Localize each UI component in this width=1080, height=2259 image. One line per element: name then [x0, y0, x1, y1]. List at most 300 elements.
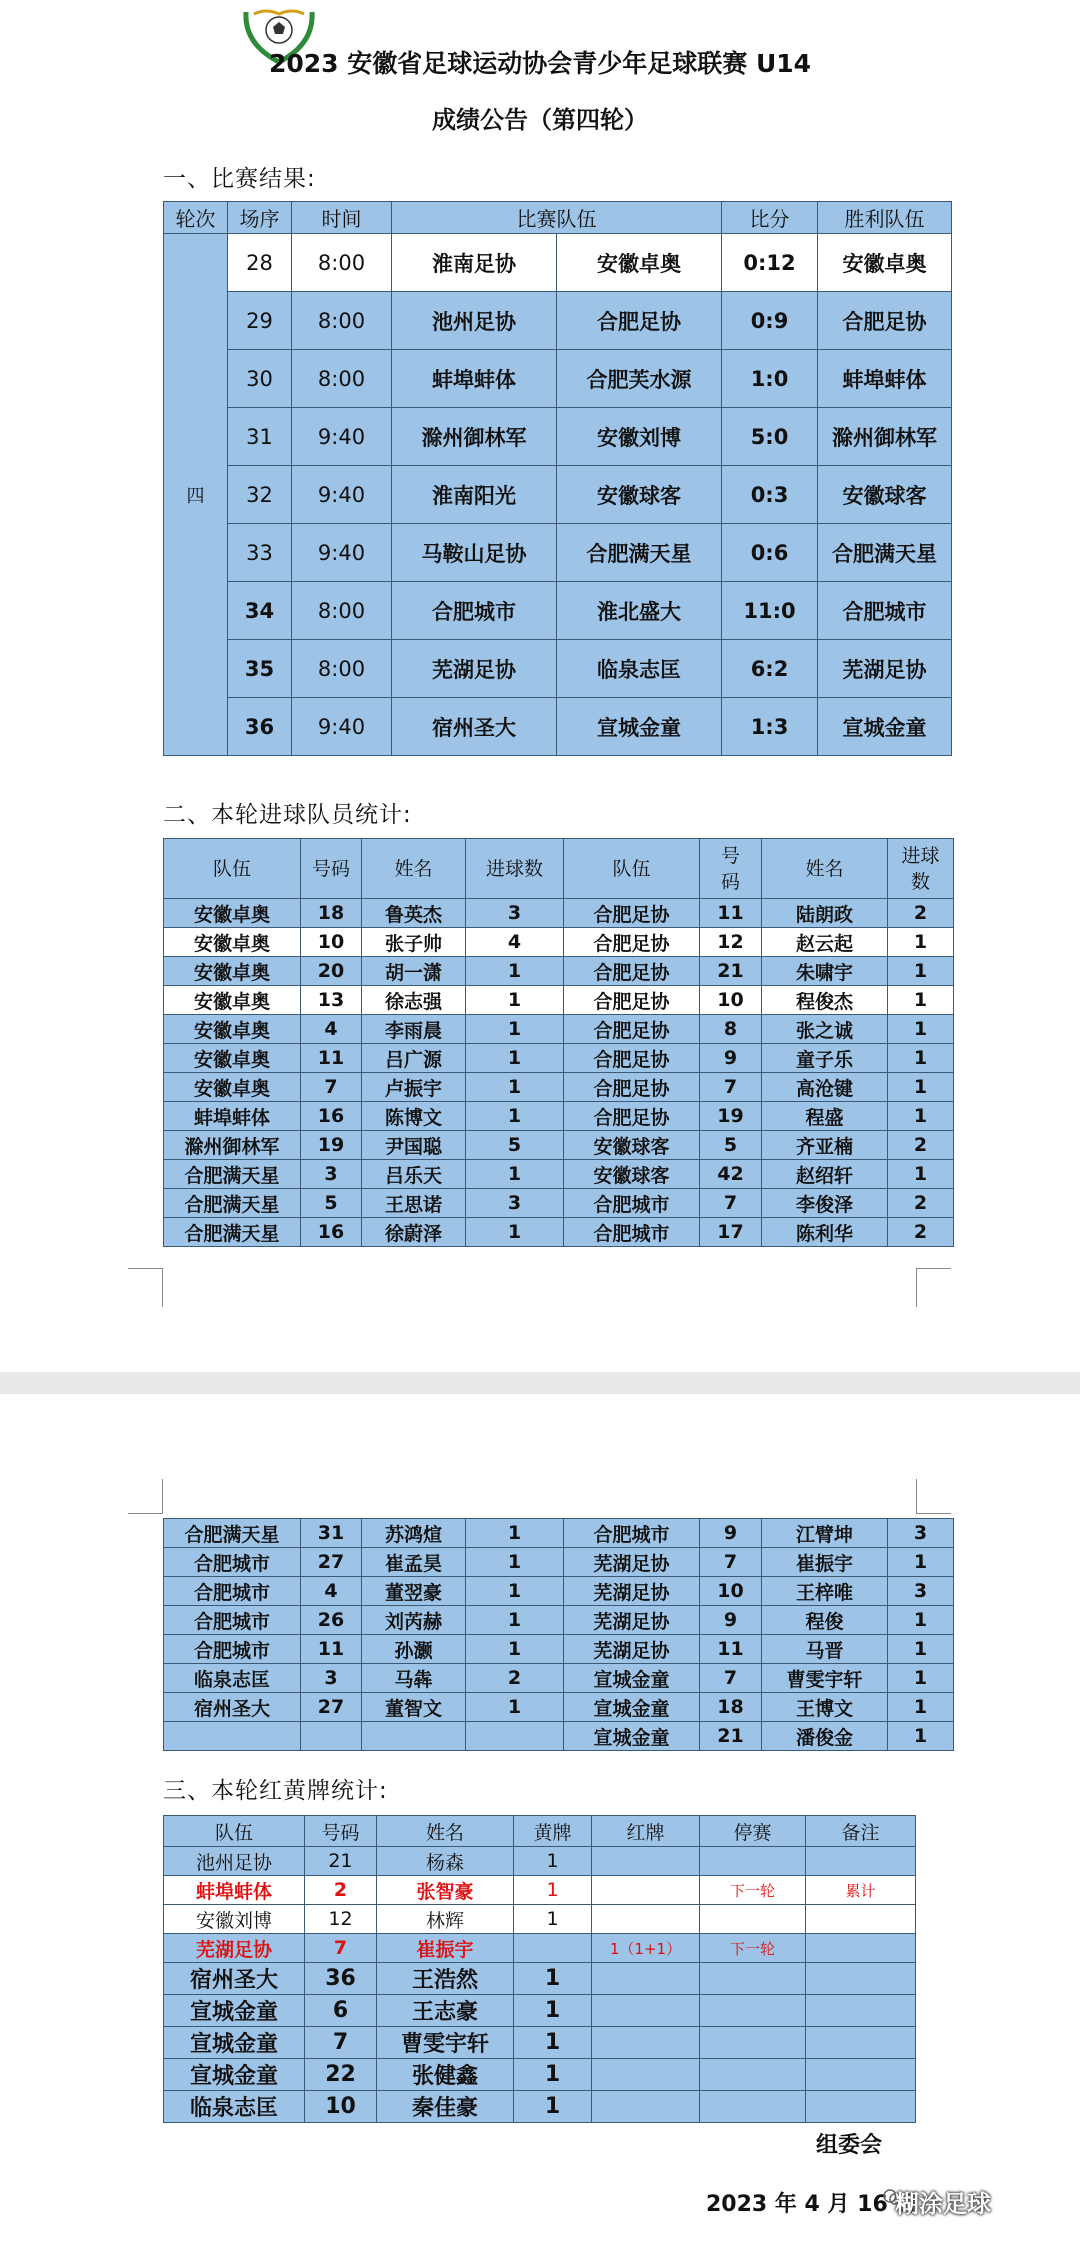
scorer-cell: 4 [466, 928, 564, 957]
card-name-cell: 杨森 [377, 1847, 514, 1876]
home-team: 滁州御林军 [392, 408, 557, 466]
scorer-cell: 宣城金童 [564, 1722, 700, 1751]
scorer-cell: 合肥城市 [564, 1189, 700, 1218]
card-ban-cell [700, 2027, 806, 2059]
scorer-cell: 合肥足协 [564, 1102, 700, 1131]
match-score: 11:0 [722, 582, 818, 640]
scorer-cell: 1 [466, 1519, 564, 1548]
header-cell: 队伍 [164, 839, 301, 899]
scorer-cell: 8 [700, 1015, 762, 1044]
scorer-cell: 27 [301, 1548, 362, 1577]
away-team: 合肥满天星 [557, 524, 722, 582]
watermark-text: 糊涂足球 [895, 2190, 991, 2218]
card-row [164, 1963, 916, 1995]
result-row [164, 524, 952, 582]
scorer-cell: 胡一潇 [362, 957, 466, 986]
page-corner-mark [916, 1268, 951, 1307]
scorers-header-row [164, 839, 954, 899]
scorer-cell: 11 [700, 899, 762, 928]
scorer-cell: 1 [888, 1635, 954, 1664]
scorer-cell: 合肥城市 [164, 1548, 301, 1577]
card-red-cell [592, 1905, 700, 1934]
scorer-row [164, 1218, 954, 1247]
match-number: 30 [228, 350, 292, 408]
scorer-row [164, 1044, 954, 1073]
scorer-cell: 27 [301, 1693, 362, 1722]
scorer-cell: 张之诚 [762, 1015, 888, 1044]
scorer-cell: 赵绍轩 [762, 1160, 888, 1189]
match-number: 29 [228, 292, 292, 350]
match-number: 33 [228, 524, 292, 582]
card-ban-cell [700, 2091, 806, 2123]
scorer-cell: 1 [466, 1635, 564, 1664]
scorer-cell: 1 [466, 986, 564, 1015]
scorer-row [164, 1015, 954, 1044]
page-corner-mark [128, 1268, 163, 1307]
match-score: 5:0 [722, 408, 818, 466]
header-cell: 号码 [301, 839, 362, 899]
card-ban-cell: 下一轮 [700, 1934, 806, 1963]
card-ban-cell: 下一轮 [700, 1876, 806, 1905]
match-time: 8:00 [292, 640, 392, 698]
home-team: 芜湖足协 [392, 640, 557, 698]
winner-team: 宣城金童 [818, 698, 952, 756]
scorer-cell: 9 [700, 1044, 762, 1073]
scorer-row [164, 928, 954, 957]
card-no-cell: 12 [305, 1905, 377, 1934]
winner-team: 合肥满天星 [818, 524, 952, 582]
card-yellow-cell: 1 [514, 1905, 592, 1934]
scorer-cell: 19 [700, 1102, 762, 1131]
card-row [164, 2059, 916, 2091]
card-red-cell [592, 2059, 700, 2091]
scorer-cell: 1 [466, 1693, 564, 1722]
result-row [164, 698, 952, 756]
header-cell: 进球数 [466, 839, 564, 899]
scorer-cell: 尹国聪 [362, 1131, 466, 1160]
card-yellow-cell: 1 [514, 1876, 592, 1905]
scorer-cell: 鲁英杰 [362, 899, 466, 928]
card-name-cell: 崔振宇 [377, 1934, 514, 1963]
home-team: 宿州圣大 [392, 698, 557, 756]
scorer-cell: 程盛 [762, 1102, 888, 1131]
scorer-row [164, 1606, 954, 1635]
scorer-cell: 9 [700, 1606, 762, 1635]
scorer-cell: 宿州圣大 [164, 1693, 301, 1722]
card-note-cell [806, 2027, 916, 2059]
result-row [164, 466, 952, 524]
scorer-cell: 徐志强 [362, 986, 466, 1015]
result-row [164, 408, 952, 466]
scorer-cell: 朱啸宇 [762, 957, 888, 986]
card-no-cell: 36 [305, 1963, 377, 1995]
scorer-cell: 合肥足协 [564, 1015, 700, 1044]
match-score: 0:12 [722, 234, 818, 292]
card-team-cell: 宣城金童 [164, 2027, 305, 2059]
result-row [164, 640, 952, 698]
scorer-cell: 程俊 [762, 1606, 888, 1635]
scorer-cell: 21 [700, 1722, 762, 1751]
scorer-cell: 2 [888, 1218, 954, 1247]
cards-header-row [164, 1816, 916, 1847]
card-team-cell: 宣城金童 [164, 1995, 305, 2027]
scorers-table-part-2 [163, 1518, 954, 1751]
match-number: 28 [228, 234, 292, 292]
card-no-cell: 7 [305, 1934, 377, 1963]
card-ban-cell [700, 1905, 806, 1934]
scorer-cell: 陆朗政 [762, 899, 888, 928]
match-time: 8:00 [292, 234, 392, 292]
scorer-cell: 安徽卓奥 [164, 1073, 301, 1102]
away-team: 安徽球客 [557, 466, 722, 524]
card-no-cell: 10 [305, 2091, 377, 2123]
result-row [164, 582, 952, 640]
away-team: 合肥足协 [557, 292, 722, 350]
card-yellow-cell: 1 [514, 1995, 592, 2027]
scorer-cell: 5 [700, 1131, 762, 1160]
scorer-cell: 2 [888, 1131, 954, 1160]
card-team-cell: 蚌埠蚌体 [164, 1876, 305, 1905]
scorer-cell: 潘俊金 [762, 1722, 888, 1751]
card-no-cell: 6 [305, 1995, 377, 2027]
card-row [164, 1847, 916, 1876]
section-heading-cards: 三、本轮红黄牌统计: [163, 1778, 388, 1804]
card-ban-cell [700, 1963, 806, 1995]
scorer-row [164, 1102, 954, 1131]
card-note-cell [806, 1847, 916, 1876]
away-team: 安徽刘博 [557, 408, 722, 466]
scorer-cell: 19 [301, 1131, 362, 1160]
scorer-cell: 芜湖足协 [564, 1606, 700, 1635]
scorer-cell: 7 [301, 1073, 362, 1102]
scorer-cell: 7 [700, 1548, 762, 1577]
scorer-cell: 1 [888, 1664, 954, 1693]
scorer-cell: 合肥满天星 [164, 1189, 301, 1218]
scorer-cell: 宣城金童 [564, 1693, 700, 1722]
scorer-cell: 10 [700, 986, 762, 1015]
card-name-cell: 林辉 [377, 1905, 514, 1934]
results-table [163, 201, 952, 756]
card-name-cell: 曹雯宇轩 [377, 2027, 514, 2059]
round-cell: 四 [164, 234, 228, 756]
scorer-cell: 江臂坤 [762, 1519, 888, 1548]
scorer-cell: 11 [700, 1635, 762, 1664]
scorer-cell: 崔孟昊 [362, 1548, 466, 1577]
scorer-cell: 18 [700, 1693, 762, 1722]
scorer-cell: 2 [466, 1664, 564, 1693]
scorer-cell: 合肥满天星 [164, 1218, 301, 1247]
scorer-row [164, 1722, 954, 1751]
scorer-cell: 安徽卓奥 [164, 899, 301, 928]
card-row [164, 2091, 916, 2123]
scorer-row [164, 1693, 954, 1722]
match-score: 0:6 [722, 524, 818, 582]
scorer-cell: 1 [466, 1160, 564, 1189]
scorer-cell: 3 [301, 1664, 362, 1693]
card-red-cell: 1（1+1） [592, 1934, 700, 1963]
scorer-cell: 齐亚楠 [762, 1131, 888, 1160]
scorer-cell: 31 [301, 1519, 362, 1548]
card-team-cell: 宿州圣大 [164, 1963, 305, 1995]
away-team: 淮北盛大 [557, 582, 722, 640]
card-row [164, 1905, 916, 1934]
scorer-cell: 4 [301, 1577, 362, 1606]
card-name-cell: 张健鑫 [377, 2059, 514, 2091]
header-cell: 备注 [806, 1816, 916, 1847]
card-note-cell: 累计 [806, 1876, 916, 1905]
scorer-cell: 21 [700, 957, 762, 986]
match-time: 9:40 [292, 466, 392, 524]
card-team-cell: 宣城金童 [164, 2059, 305, 2091]
winner-team: 合肥足协 [818, 292, 952, 350]
scorer-cell: 17 [700, 1218, 762, 1247]
header-cell: 号码 [305, 1816, 377, 1847]
home-team: 合肥城市 [392, 582, 557, 640]
match-number: 35 [228, 640, 292, 698]
scorer-cell: 崔振宇 [762, 1548, 888, 1577]
scorer-cell: 1 [466, 1577, 564, 1606]
header-cell: 姓名 [762, 839, 888, 899]
scorer-cell: 12 [700, 928, 762, 957]
scorer-cell: 合肥城市 [164, 1577, 301, 1606]
header-cell: 比赛队伍 [392, 202, 722, 234]
scorer-cell: 张子帅 [362, 928, 466, 957]
match-time: 9:40 [292, 408, 392, 466]
scorer-cell: 合肥足协 [564, 928, 700, 957]
scorer-cell: 马犇 [362, 1664, 466, 1693]
result-row [164, 234, 952, 292]
scorer-cell: 7 [700, 1189, 762, 1218]
card-no-cell: 2 [305, 1876, 377, 1905]
scorer-cell: 3 [301, 1160, 362, 1189]
scorer-cell: 吕乐天 [362, 1160, 466, 1189]
scorer-cell: 1 [888, 1693, 954, 1722]
scorer-cell: 合肥足协 [564, 899, 700, 928]
scorer-cell: 蚌埠蚌体 [164, 1102, 301, 1131]
card-row [164, 1934, 916, 1963]
scorer-cell: 1 [888, 1160, 954, 1189]
scorer-row [164, 899, 954, 928]
match-score: 0:3 [722, 466, 818, 524]
scorer-cell: 1 [888, 1606, 954, 1635]
card-team-cell: 临泉志匡 [164, 2091, 305, 2123]
card-red-cell [592, 1847, 700, 1876]
scorer-row [164, 1548, 954, 1577]
card-name-cell: 张智豪 [377, 1876, 514, 1905]
scorer-row [164, 957, 954, 986]
results-header-row [164, 202, 952, 234]
scorer-cell: 童子乐 [762, 1044, 888, 1073]
scorer-cell: 董智文 [362, 1693, 466, 1722]
page-corner-mark [916, 1479, 951, 1514]
scorer-cell: 陈利华 [762, 1218, 888, 1247]
card-note-cell [806, 1905, 916, 1934]
card-ban-cell [700, 1847, 806, 1876]
scorer-cell: 16 [301, 1102, 362, 1131]
card-team-cell: 池州足协 [164, 1847, 305, 1876]
scorer-cell: 曹雯宇轩 [762, 1664, 888, 1693]
scorer-cell: 安徽球客 [564, 1160, 700, 1189]
scorer-cell: 芜湖足协 [564, 1635, 700, 1664]
card-note-cell [806, 1995, 916, 2027]
scorer-cell: 高沧键 [762, 1073, 888, 1102]
scorer-cell: 刘芮赫 [362, 1606, 466, 1635]
card-row [164, 1995, 916, 2027]
scorer-cell: 1 [466, 1015, 564, 1044]
scorer-cell: 徐蔚泽 [362, 1218, 466, 1247]
scorer-cell: 1 [888, 1044, 954, 1073]
scorer-row [164, 1664, 954, 1693]
scorer-cell [164, 1722, 301, 1751]
scorer-cell: 苏鸿煊 [362, 1519, 466, 1548]
page-separator [0, 1372, 1080, 1394]
card-yellow-cell [514, 1934, 592, 1963]
page-subtitle: 成绩公告（第四轮） [432, 106, 648, 134]
scorers-table-part-1 [163, 838, 954, 1247]
card-red-cell [592, 2027, 700, 2059]
scorer-cell: 安徽卓奥 [164, 1015, 301, 1044]
header-cell: 停赛 [700, 1816, 806, 1847]
page-title: 2023 安徽省足球运动协会青少年足球联赛 U14 [268, 49, 812, 78]
scorer-cell: 10 [301, 928, 362, 957]
header-cell: 号 码 [700, 839, 762, 899]
scorer-cell: 42 [700, 1160, 762, 1189]
match-number: 34 [228, 582, 292, 640]
scorer-cell: 1 [466, 1548, 564, 1577]
scorer-cell: 1 [466, 957, 564, 986]
away-team: 合肥芙水源 [557, 350, 722, 408]
organizer-signature: 组委会 [816, 2133, 883, 2158]
scorer-cell: 1 [466, 1073, 564, 1102]
scorer-cell: 王博文 [762, 1693, 888, 1722]
scorer-cell: 合肥满天星 [164, 1160, 301, 1189]
scorer-cell: 1 [466, 1044, 564, 1073]
scorer-cell: 安徽卓奥 [164, 986, 301, 1015]
scorer-cell: 合肥城市 [564, 1519, 700, 1548]
card-no-cell: 7 [305, 2027, 377, 2059]
scorer-cell: 11 [301, 1635, 362, 1664]
header-cell: 进球 数 [888, 839, 954, 899]
card-red-cell [592, 2091, 700, 2123]
match-time: 8:00 [292, 350, 392, 408]
scorer-cell: 宣城金童 [564, 1664, 700, 1693]
scorer-cell: 1 [888, 1015, 954, 1044]
scorer-cell: 合肥足协 [564, 1044, 700, 1073]
scorer-cell [466, 1722, 564, 1751]
home-team: 淮南阳光 [392, 466, 557, 524]
card-row [164, 1876, 916, 1905]
card-yellow-cell: 1 [514, 2059, 592, 2091]
away-team: 安徽卓奥 [557, 234, 722, 292]
away-team: 宣城金童 [557, 698, 722, 756]
match-score: 0:9 [722, 292, 818, 350]
card-team-cell: 安徽刘博 [164, 1905, 305, 1934]
scorer-cell: 李俊泽 [762, 1189, 888, 1218]
scorer-cell: 王思诺 [362, 1189, 466, 1218]
section-heading-scorers: 二、本轮进球队员统计: [163, 802, 412, 828]
scorer-cell: 11 [301, 1044, 362, 1073]
scorer-cell: 合肥足协 [564, 986, 700, 1015]
winner-team: 合肥城市 [818, 582, 952, 640]
winner-team: 芜湖足协 [818, 640, 952, 698]
scorer-cell: 孙灏 [362, 1635, 466, 1664]
scorer-cell: 芜湖足协 [564, 1548, 700, 1577]
card-yellow-cell: 1 [514, 2091, 592, 2123]
card-team-cell: 芜湖足协 [164, 1934, 305, 1963]
home-team: 淮南足协 [392, 234, 557, 292]
scorer-cell: 16 [301, 1218, 362, 1247]
card-no-cell: 21 [305, 1847, 377, 1876]
match-time: 9:40 [292, 698, 392, 756]
scorer-cell: 1 [888, 1102, 954, 1131]
home-team: 蚌埠蚌体 [392, 350, 557, 408]
card-note-cell [806, 2059, 916, 2091]
card-row [164, 2027, 916, 2059]
scorer-cell: 1 [888, 1722, 954, 1751]
card-note-cell [806, 1934, 916, 1963]
scorer-cell: 合肥足协 [564, 1073, 700, 1102]
header-cell: 轮次 [164, 202, 228, 234]
card-note-cell [806, 2091, 916, 2123]
winner-team: 滁州御林军 [818, 408, 952, 466]
page-corner-mark [128, 1479, 163, 1514]
scorer-cell: 18 [301, 899, 362, 928]
scorer-cell: 安徽卓奥 [164, 928, 301, 957]
match-time: 8:00 [292, 292, 392, 350]
scorer-cell: 1 [888, 1548, 954, 1577]
scorer-row [164, 1189, 954, 1218]
scorer-cell: 3 [888, 1519, 954, 1548]
scorer-cell: 2 [888, 1189, 954, 1218]
winner-team: 安徽卓奥 [818, 234, 952, 292]
home-team: 马鞍山足协 [392, 524, 557, 582]
scorer-cell: 5 [466, 1131, 564, 1160]
card-red-cell [592, 1995, 700, 2027]
header-cell: 比分 [722, 202, 818, 234]
card-name-cell: 王志豪 [377, 1995, 514, 2027]
result-row [164, 292, 952, 350]
match-score: 1:0 [722, 350, 818, 408]
scorer-row [164, 1131, 954, 1160]
scorer-cell: 13 [301, 986, 362, 1015]
scorer-row [164, 1073, 954, 1102]
scorer-cell: 9 [700, 1519, 762, 1548]
header-cell: 场序 [228, 202, 292, 234]
scorer-row [164, 1577, 954, 1606]
header-cell: 姓名 [362, 839, 466, 899]
card-name-cell: 秦佳豪 [377, 2091, 514, 2123]
scorer-cell: 王梓唯 [762, 1577, 888, 1606]
scorer-cell: 1 [466, 1218, 564, 1247]
scorer-row [164, 1519, 954, 1548]
section-heading-results: 一、比赛结果: [163, 166, 316, 192]
scorer-cell: 吕广源 [362, 1044, 466, 1073]
match-time: 8:00 [292, 582, 392, 640]
header-cell: 红牌 [592, 1816, 700, 1847]
scorer-cell: 安徽球客 [564, 1131, 700, 1160]
match-number: 32 [228, 466, 292, 524]
away-team: 临泉志匡 [557, 640, 722, 698]
card-ban-cell [700, 1995, 806, 2027]
scorer-cell: 26 [301, 1606, 362, 1635]
card-red-cell [592, 1876, 700, 1905]
scorer-cell: 陈博文 [362, 1102, 466, 1131]
scorer-cell: 1 [888, 1073, 954, 1102]
scorer-row [164, 1160, 954, 1189]
scorer-cell: 1 [466, 1102, 564, 1131]
scorer-cell: 滁州御林军 [164, 1131, 301, 1160]
scorer-cell: 3 [466, 1189, 564, 1218]
